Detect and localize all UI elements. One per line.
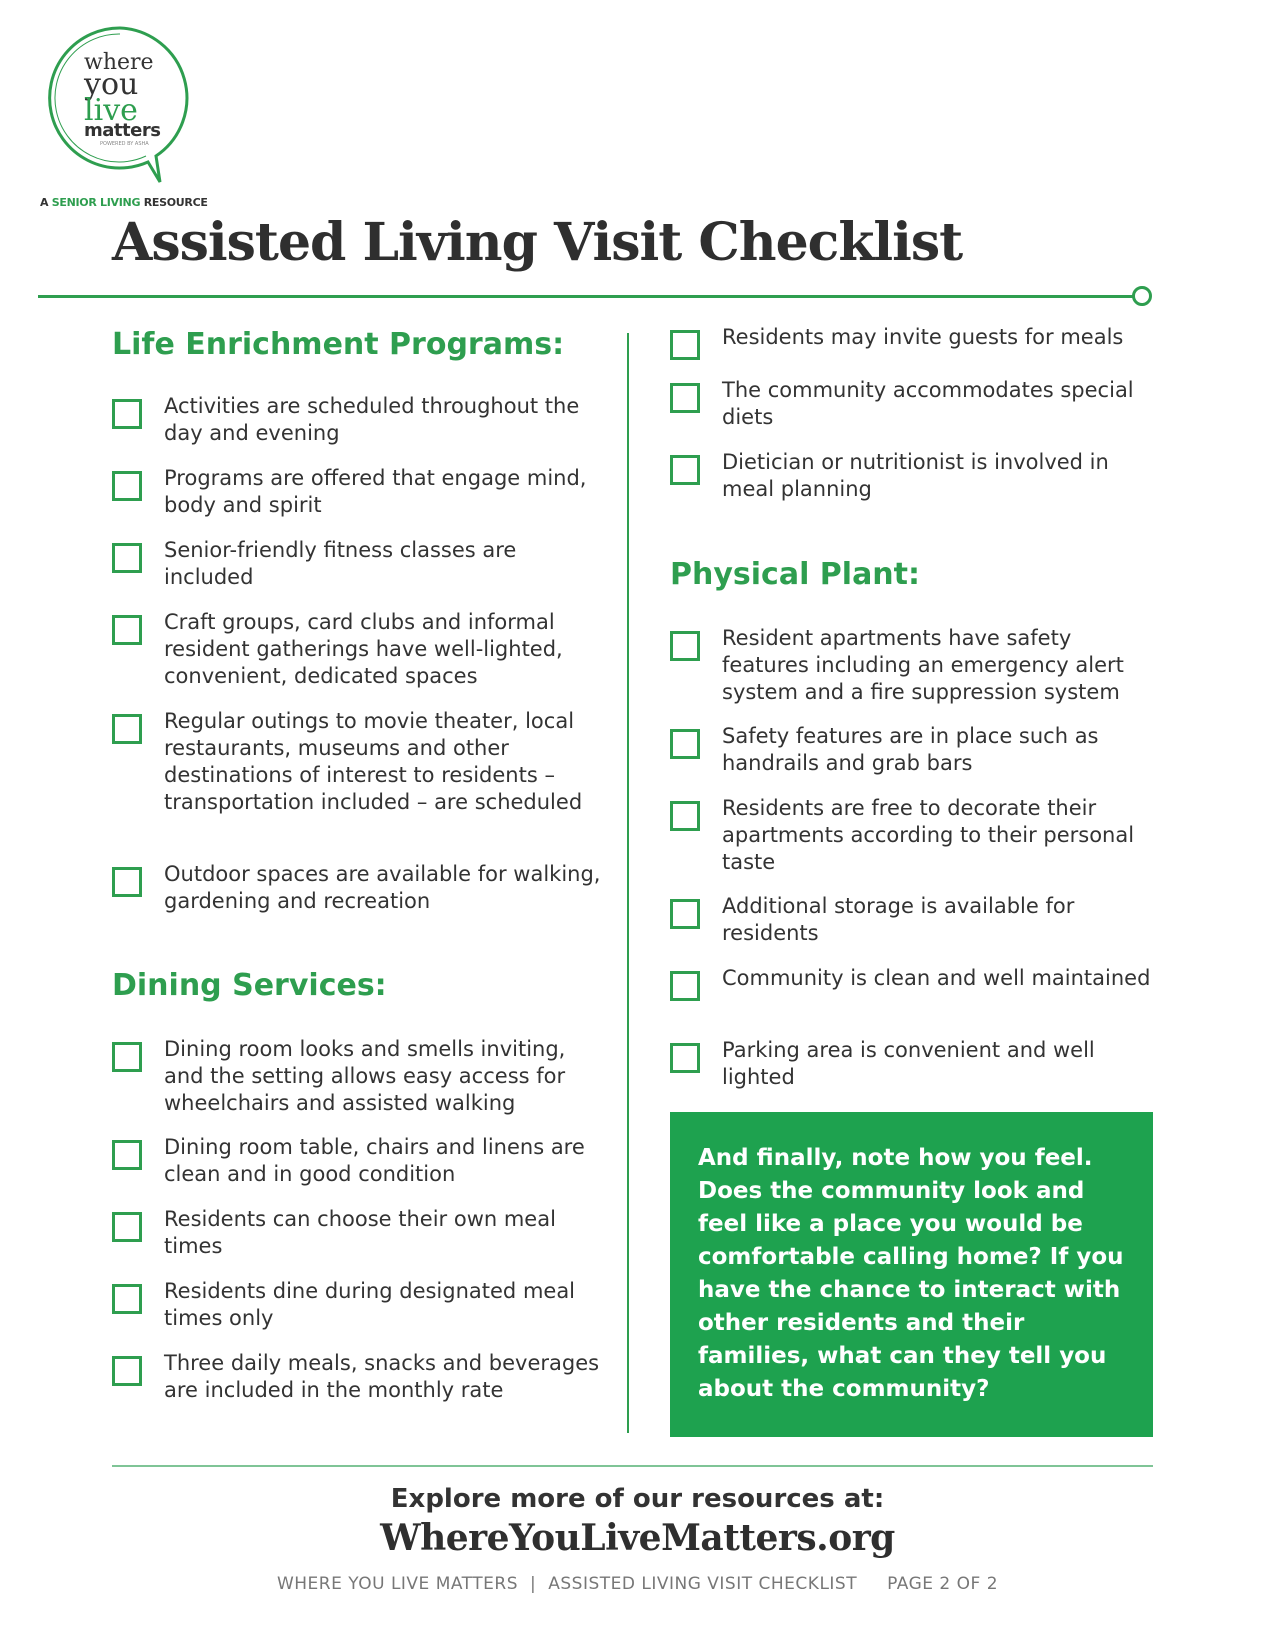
footer-page-number: PAGE 2 OF 2 (887, 1574, 999, 1594)
checklist-item-label: The community accommodates special diets (722, 378, 1134, 429)
checklist-item-label: Additional storage is available for residents (722, 894, 1075, 945)
checklist-item-label: Dining room table, chairs and linens are clean and in good condition (164, 1135, 585, 1186)
footer-separator: | (530, 1574, 537, 1594)
tagline-suffix: RESOURCE (140, 196, 208, 209)
logo-word-where: where (84, 50, 154, 75)
checklist-item-label: Resident apartments have safety features including an emergency alert system and a fire suppression system (722, 626, 1124, 704)
section-title-physical-plant: Physical Plant: (670, 557, 921, 592)
checklist-item-label: Craft groups, card clubs and informal resident gatherings have well-lighted, convenient, dedicated spaces (164, 610, 563, 688)
checkbox[interactable] (112, 1140, 142, 1170)
checkbox[interactable] (670, 729, 700, 759)
reflection-callout (670, 1112, 1153, 1437)
checkbox[interactable] (670, 455, 700, 485)
checkbox[interactable] (670, 383, 700, 413)
checkbox[interactable] (112, 1284, 142, 1314)
checklist-item-label: Outdoor spaces are available for walking, gardening and recreation (164, 862, 601, 913)
checklist-item-label: Residents dine during designated meal times only (164, 1279, 576, 1330)
checklist-item-label: Residents are free to decorate their apartments according to their personal taste (722, 796, 1135, 874)
checklist-item-label: Senior-friendly fitness classes are included (164, 538, 517, 589)
column-divider (627, 333, 629, 1433)
logo-word-matters: matters (84, 120, 161, 141)
logo (40, 22, 200, 197)
section-title-dining-services: Dining Services: (112, 968, 387, 1003)
checkbox[interactable] (112, 543, 142, 573)
footer-doc-title: ASSISTED LIVING VISIT CHECKLIST (548, 1574, 858, 1594)
checklist-item-label: Dining room looks and smells inviting, and the setting allows easy access for wheelchairs and assisted walking (164, 1037, 566, 1115)
checkbox[interactable] (112, 471, 142, 501)
checkbox[interactable] (112, 1042, 142, 1072)
checklist-item-label: Three daily meals, snacks and beverages are included in the monthly rate (164, 1351, 600, 1402)
checklist-item-label: Safety features are in place such as handrails and grab bars (722, 724, 1099, 775)
logo-word-you: you (84, 67, 139, 102)
explore-heading: Explore more of our resources at: (390, 1484, 885, 1514)
checklist-item-label: Parking area is convenient and well lighted (722, 1038, 1095, 1089)
logo-word-live: live (84, 93, 138, 128)
logo-powered-by: POWERED BY ASHA (100, 141, 149, 147)
checklist-item-label: Programs are offered that engage mind, body and spirit (164, 466, 587, 517)
tagline-highlight: SENIOR LIVING (51, 196, 141, 209)
footer-brand: WHERE YOU LIVE MATTERS (276, 1574, 518, 1594)
page-title: Assisted Living Visit Checklist (112, 212, 963, 273)
checklist-item-label: Residents may invite guests for meals (722, 325, 1124, 349)
section-title-life-enrichment: Life Enrichment Programs: (112, 327, 565, 362)
checkbox[interactable] (112, 615, 142, 645)
checklist-item-label: Residents can choose their own meal times (164, 1207, 556, 1258)
callout-text: And finally, note how you feel. Does the community look and feel like a place you would be comfortable calling home? If you have the chance to interact with other residents and their families, what can they tell you about the community? (698, 1145, 1124, 1402)
checkbox[interactable] (112, 1356, 142, 1386)
rule-end-dot (1132, 286, 1152, 306)
checkbox[interactable] (670, 971, 700, 1001)
checkbox[interactable] (670, 801, 700, 831)
footer-rule (112, 1465, 1153, 1467)
checkbox[interactable] (670, 631, 700, 661)
tagline-prefix: A (40, 196, 52, 209)
checkbox[interactable] (670, 330, 700, 360)
checkbox[interactable] (112, 867, 142, 897)
website-link[interactable]: WhereYouLiveMatters.org (380, 1517, 895, 1559)
title-rule (38, 295, 1138, 298)
page-footer (0, 1574, 1275, 1594)
checklist-item-label: Regular outings to movie theater, local restaurants, museums and other destinations of interest to residents – transportation included – are scheduled (164, 709, 583, 814)
checklist-item-label: Community is clean and well maintained (722, 966, 1151, 990)
checkbox[interactable] (670, 1043, 700, 1073)
tagline (40, 196, 208, 209)
checkbox[interactable] (112, 399, 142, 429)
checklist-item-label: Dietician or nutritionist is involved in meal planning (722, 450, 1109, 501)
checklist-item-label: Activities are scheduled throughout the day and evening (164, 394, 580, 445)
checkbox[interactable] (112, 1212, 142, 1242)
checkbox[interactable] (670, 899, 700, 929)
checkbox[interactable] (112, 714, 142, 744)
